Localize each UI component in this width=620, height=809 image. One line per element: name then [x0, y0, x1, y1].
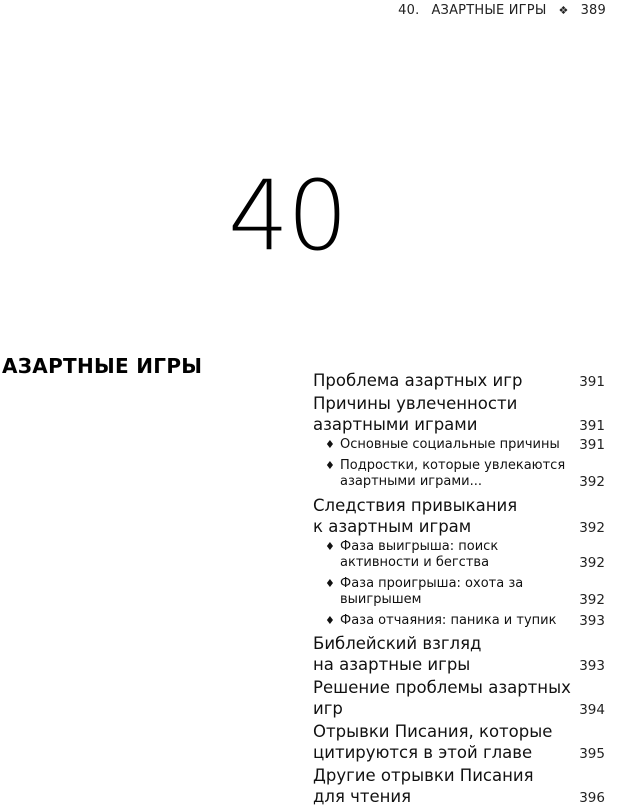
toc-entry-title — [313, 721, 605, 763]
toc-entry-line: игр — [313, 699, 343, 718]
toc-subentry — [313, 576, 605, 609]
toc-entry — [313, 721, 605, 763]
toc-entry-title — [313, 765, 605, 807]
toc-entry-line: цитируются в этой главе — [313, 743, 533, 762]
toc-entry-title — [340, 437, 605, 454]
toc-entry-title — [313, 370, 605, 391]
toc-page-number: 396 — [579, 790, 605, 806]
toc-entry-line: Фаза выигрыша: поиск — [340, 538, 499, 554]
chapter-title: АЗАРТНЫЕ ИГРЫ — [2, 354, 203, 378]
diamond-bullet-icon: ♦ — [325, 438, 335, 451]
toc-entry-title — [313, 393, 605, 435]
chapter-number: 40 — [228, 160, 347, 272]
toc-page-number: 392 — [579, 519, 605, 536]
toc-entry-line: Следствия привыкания — [313, 495, 518, 515]
toc-entry-line: Решение проблемы азартных — [313, 678, 571, 697]
toc-entry-title — [340, 539, 605, 572]
toc-entry — [313, 370, 605, 391]
toc-entry-line: выигрышем — [340, 592, 422, 607]
toc-entry-line: Фаза отчаяния: паника и тупик — [340, 612, 557, 628]
toc-entry-title — [340, 613, 605, 630]
diamond-bullet-icon: ♦ — [325, 613, 335, 627]
toc-entry — [313, 393, 605, 435]
header-chapter-number: 40. — [398, 3, 420, 18]
toc-page-number: 395 — [579, 746, 605, 762]
toc-page-number: 391 — [579, 418, 605, 434]
toc-entry — [313, 765, 605, 807]
toc-page-number: 393 — [579, 658, 605, 674]
table-of-contents — [313, 370, 605, 809]
header-page-number: 389 — [580, 3, 606, 18]
toc-entry-line: на азартные игры — [313, 655, 471, 674]
toc-page-number: 393 — [579, 612, 605, 629]
toc-page-number: 392 — [579, 474, 605, 490]
toc-page-number: 392 — [579, 592, 605, 608]
toc-entry-line: для чтения — [313, 787, 412, 806]
toc-entry-line: к азартным играм — [313, 516, 472, 536]
header-chapter-title: АЗАРТНЫЕ ИГРЫ — [431, 3, 547, 18]
toc-subentry — [313, 539, 605, 572]
toc-entry-line: Причины увлеченности — [313, 394, 518, 413]
toc-entry-title — [340, 576, 605, 609]
toc-entry-title — [340, 458, 605, 491]
running-header — [398, 3, 606, 18]
toc-entry-line: Отрывки Писания, которые — [313, 722, 553, 741]
toc-page-number: 391 — [579, 437, 605, 453]
toc-entry-line: Фаза проигрыша: охота за — [340, 575, 524, 591]
toc-subentry — [313, 458, 605, 491]
diamond-bullet-icon: ♦ — [325, 539, 335, 553]
toc-entry-line: Другие отрывки Писания — [313, 766, 534, 785]
toc-entry-line: Проблема азартных игр — [313, 371, 523, 390]
toc-entry-line: активности и бегства — [340, 555, 490, 570]
toc-entry — [313, 677, 605, 719]
toc-subentry — [313, 613, 605, 630]
toc-entry-title — [313, 677, 605, 719]
header-ornament-icon: ❖ — [558, 4, 569, 17]
diamond-bullet-icon: ♦ — [325, 458, 335, 472]
toc-subentry — [313, 437, 605, 454]
toc-entry-title — [313, 633, 605, 675]
toc-page-number: 394 — [579, 702, 605, 718]
diamond-bullet-icon: ♦ — [325, 576, 335, 590]
toc-entry-line: Библейский взгляд — [313, 634, 482, 653]
toc-entry-line: азартными играми — [313, 415, 478, 434]
toc-entry-line: Подростки, которые увлекаются — [340, 457, 566, 473]
toc-entry-line: Основные социальные причины — [340, 437, 560, 452]
toc-entry-title — [313, 495, 605, 537]
toc-page-number: 391 — [579, 374, 605, 390]
toc-entry — [313, 495, 605, 537]
toc-entry-line: азартными играми... — [340, 474, 482, 489]
toc-page-number: 392 — [579, 555, 605, 571]
toc-entry — [313, 633, 605, 675]
